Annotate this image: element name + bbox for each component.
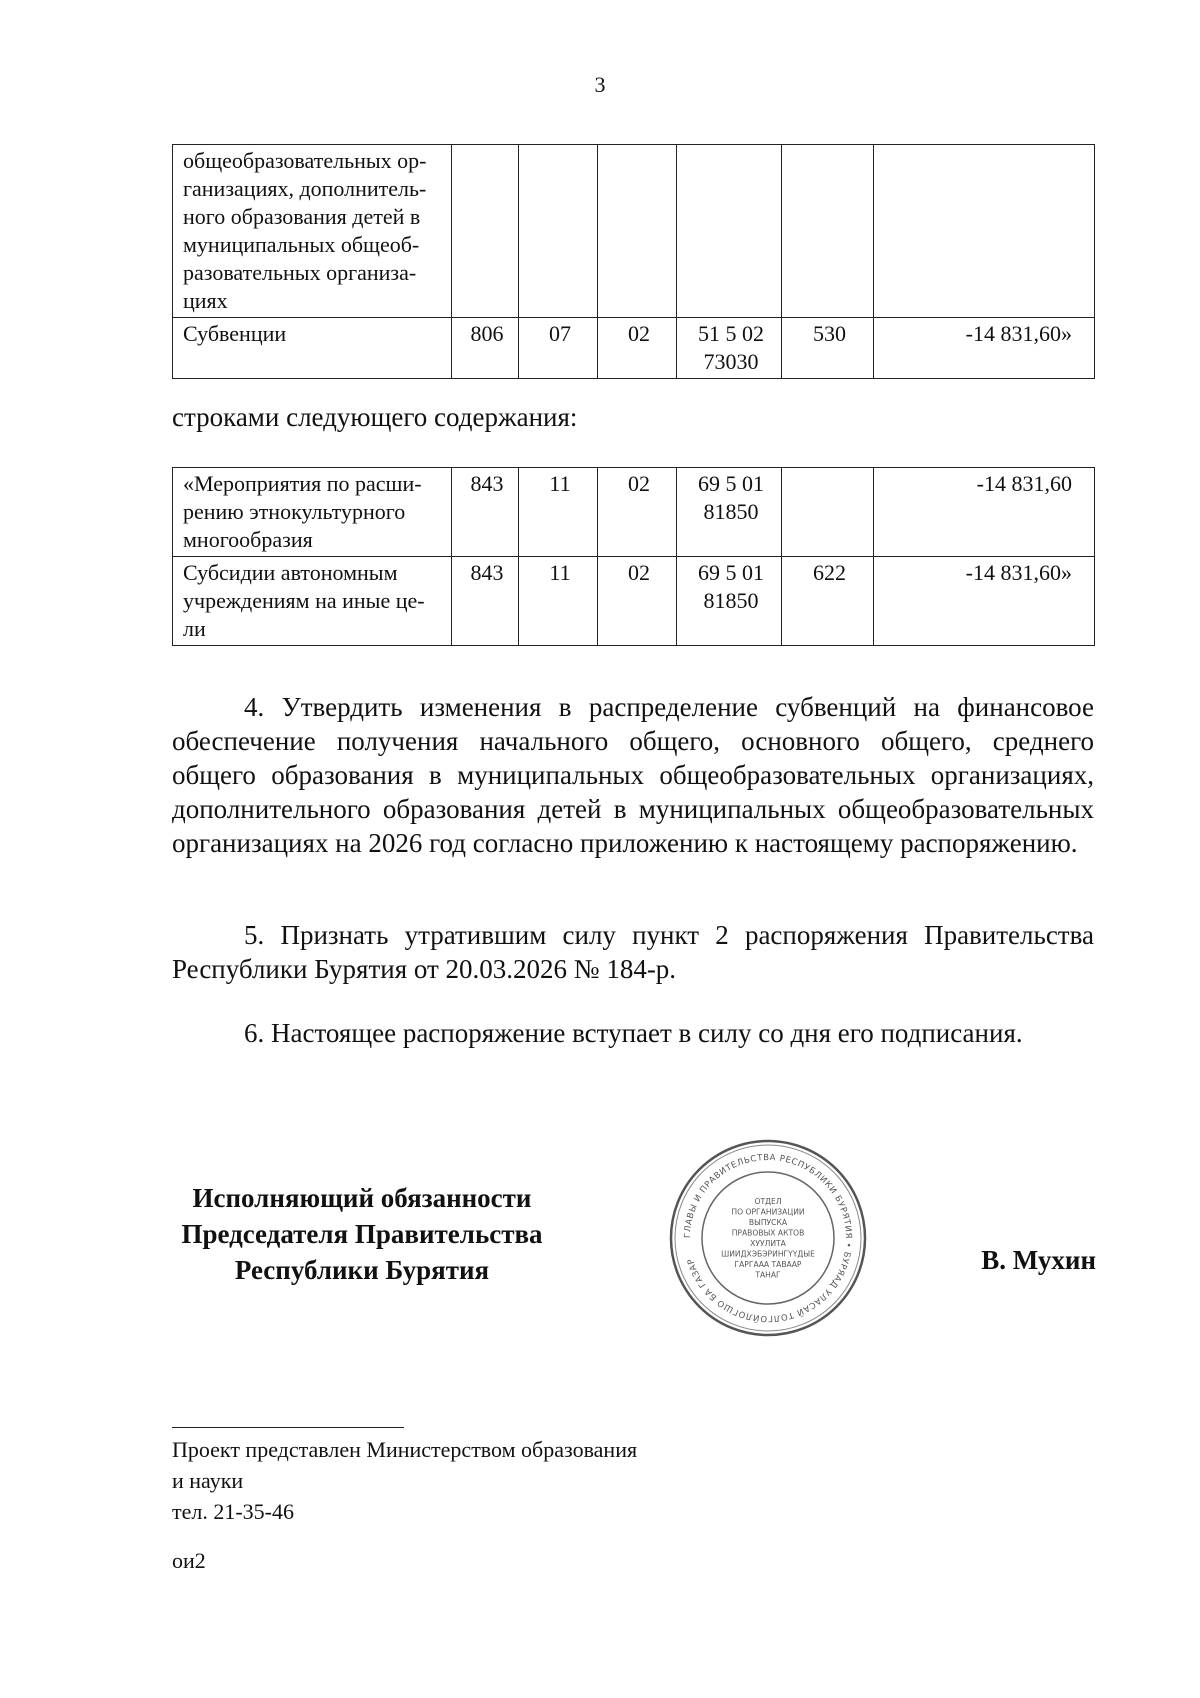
row-name-cell: Субсидии автономным учреждениям на иные це-ли — [173, 557, 452, 646]
section-code-cell: 07 — [519, 318, 598, 379]
seal-text-line: ГАРГААА ТАВААР — [734, 1259, 802, 1269]
subsection-code-cell: 02 — [598, 557, 677, 646]
expense-type-cell — [782, 468, 874, 557]
row-name-cell: «Мероприятия по расши-рению этнокультурного многообразия — [173, 468, 452, 557]
table-row — [173, 318, 1095, 379]
amount-cell: -14 831,60 — [874, 468, 1095, 557]
amount-cell — [874, 145, 1095, 318]
target-code-cell — [677, 145, 782, 318]
seal-text-line: ВЫПУСКА — [748, 1217, 788, 1227]
new-rows-table — [172, 467, 1095, 646]
paragraph-6: 6. Настоящее распоряжение вступает в силу со дня его подписания. — [244, 1018, 1023, 1048]
expense-type-cell: 622 — [782, 557, 874, 646]
subsection-code-cell: 02 — [598, 468, 677, 557]
replaced-rows-table — [172, 144, 1095, 379]
paragraph-5: 5. Признать утратившим силу пункт 2 распоряжения Правительства Республики Бурятия от 20.03.2026 № 184-р. — [172, 920, 1094, 984]
ministry-code-cell: 843 — [452, 557, 519, 646]
section-code-cell: 11 — [519, 557, 598, 646]
paragraph-4: 4. Утвердить изменения в распределение субвенций на финансовое обеспечение получения начального общего, основного общего, среднего общего образования в муниципальных общеобразовательных организациях, дополнительного образования детей в муниципальных общеобразовательных организациях на 2026 год согласно приложению к настоящему распоряжению. — [172, 692, 1094, 858]
row-name-cell: Субвенции — [173, 318, 452, 379]
signatory-title — [172, 1180, 552, 1288]
signatory-name: В. Мухин — [981, 1245, 1096, 1275]
amount-cell: -14 831,60» — [874, 557, 1095, 646]
row-name-cell: общеобразовательных ор-ганизациях, дополнитель-ного образования детей в муниципальных общеоб-разовательных организа-циях — [173, 145, 452, 318]
table-row — [173, 145, 1095, 318]
footnote-divider — [172, 1427, 404, 1428]
expense-type-cell — [782, 145, 874, 318]
footnote-phone: тел. 21-35-46 — [172, 1499, 295, 1524]
footnote-line: Проект представлен Министерством образования — [172, 1437, 638, 1462]
page-number: 3 — [594, 72, 606, 97]
subsection-code-cell: 02 — [598, 318, 677, 379]
seal-text-line: ХУУЛИТА — [750, 1238, 786, 1248]
document-code: ои2 — [172, 1548, 206, 1573]
amount-cell: -14 831,60» — [874, 318, 1095, 379]
ministry-code-cell: 806 — [452, 318, 519, 379]
intro-text: строками следующего содержания: — [172, 402, 578, 432]
signatory-title-line: Республики Бурятия — [234, 1255, 490, 1285]
table-row — [173, 468, 1095, 557]
seal-text-line: ТАНАГ — [755, 1270, 781, 1280]
section-code-cell — [519, 145, 598, 318]
seal-text-line: ПО ОРГАНИЗАЦИИ — [731, 1207, 805, 1217]
signatory-title-line: Исполняющий обязанности — [192, 1183, 532, 1213]
table-row — [173, 557, 1095, 646]
expense-type-cell: 530 — [782, 318, 874, 379]
seal-text-line: ШИИДХЭБЭРИНГҮҮДЫЕ — [721, 1249, 815, 1259]
ministry-code-cell — [452, 145, 519, 318]
footnote — [172, 1434, 772, 1527]
target-code-cell: 69 5 01 81850 — [677, 468, 782, 557]
subsection-code-cell — [598, 145, 677, 318]
official-seal — [668, 1138, 868, 1338]
target-code-cell: 51 5 02 73030 — [677, 318, 782, 379]
seal-text-line: ОТДЕЛ — [754, 1196, 782, 1206]
seal-text-line: ПРАВОВЫХ АКТОВ — [731, 1228, 805, 1238]
ministry-code-cell: 843 — [452, 468, 519, 557]
target-code-cell: 69 5 01 81850 — [677, 557, 782, 646]
signatory-title-line: Председателя Правительства — [181, 1219, 543, 1249]
svg-text:ГЛАВЫ И ПРАВИТЕЛЬСТВА РЕСПУБЛИ: ГЛАВЫ И ПРАВИТЕЛЬСТВА РЕСПУБЛИКИ БУРЯТИЯ • БУРЯАД УЛАСАЙ ТОЛГОЙЛОГШО БА ГАЗАР — [682, 1152, 854, 1324]
section-code-cell: 11 — [519, 468, 598, 557]
footnote-line: и науки — [172, 1468, 244, 1493]
